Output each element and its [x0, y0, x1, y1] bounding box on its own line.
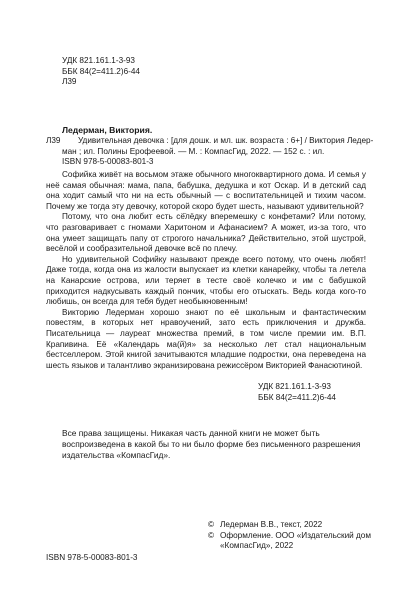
bibliographic-isbn: ISBN 978-5-00083-801-3	[62, 157, 154, 167]
copyright-symbol: ©	[208, 520, 215, 529]
side-author-mark: Л39	[46, 136, 61, 145]
bbk-code: ББК 84(2=411.2)6-44	[62, 66, 140, 76]
rights-notice: Все права защищены. Никакая часть данной книги не может быть воспроизведена в какой бы то ни было форме без письменного разрешения издательства «КомпасГид».	[62, 428, 361, 460]
annotation-paragraph: Потому, что она любит есть сё̈лёдку вперемешку с конфетами? Или потому, что разговаривает с гномами Харитоном и Афанасием? А может, из-за того, что она умеет защищать папу от строгого начальника? Действительно, этой шустрой, весёлой и сообразительной девочке всё по плечу.	[46, 212, 366, 254]
annotation-paragraph: Викторию Ледерман хорошо знают по её школьным и фантастическим повестям, в которых нет нравоучений, зато есть приключения и дружба. Писательница — лауреат множества премий, в том числе премии им. В.П. Крапивина. Её «Календарь ма(й)я» за несколько лет стал национальным бестселлером. Этой книгой зачитываются младшие подростки, она переведена на шесть языков и талантливо экранизирована режиссёром Викторией Фанасютиной.	[46, 307, 366, 370]
copyright-symbol: ©	[208, 530, 215, 540]
copyright-line	[208, 520, 388, 531]
annotation-paragraph: Софийка живёт на восьмом этаже обычного многоквартирного дома. И семья у неё самая обычная: мама, папа, бабушка, дедушка и кот Оскар. И в детский сад она ходит самый что ни на есть обычный — с воспитательницей и тихим часом. Почему же тогда эту девочку, которой скоро будет шесть, называют удивительной?	[46, 170, 366, 211]
copyright-text: Оформление. ООО «Издательский дом «КомпасГид», 2022	[220, 530, 371, 551]
bibliographic-record	[62, 136, 374, 168]
classification-codes-top	[62, 56, 140, 88]
bibliographic-line: ман ; ил. Полины Ерофеевой. — М. : КомпасГид, 2022. — 152 с. : ил.	[62, 146, 325, 156]
annotation	[46, 170, 366, 371]
bbk-code: ББК 84(2=411.2)6-44	[258, 392, 336, 402]
isbn-bottom: ISBN 978-5-00083-801-3	[46, 553, 138, 562]
bibliographic-line: Удивительная девочка : [для дошк. и мл. шк. возраста : 6+] / Виктория Ледер-	[78, 136, 374, 145]
copyright-text: Ледерман В.В., текст, 2022	[220, 520, 323, 529]
udk-code: УДК 821.161.1-3-93	[258, 382, 331, 391]
author-mark: Л39	[62, 77, 77, 87]
author-heading: Ледерман, Виктория.	[62, 125, 153, 135]
copyright-block	[208, 520, 388, 552]
copyright-line	[208, 531, 388, 552]
annotation-paragraph: Но удивительной Софийку называют прежде всего потому, что очень любят! Даже тогда, когда она из жалости выпускает из клетки канарейку, чтобы та летела на Канарские острова, или теряет в тесте своё колечко и им с бабушкой приходится надкусывать каждый пончик, чтобы его отыскать. Ведь когда кого-то любишь, он всегда для тебя будет необыкновенным!	[46, 254, 366, 307]
classification-codes-bottom	[258, 382, 336, 403]
udk-code: УДК 821.161.1-3-93	[62, 56, 135, 65]
